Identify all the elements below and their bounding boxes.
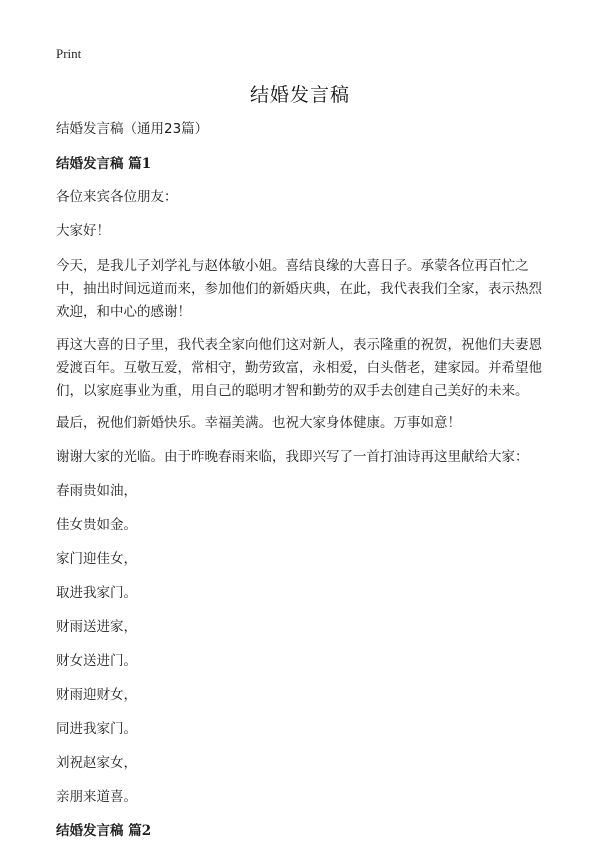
paragraph-congratulations: 再这大喜的日子里，我代表全家向他们这对新人，表示隆重的祝贺，祝他们夫妻恩爱渡百年。互敬互爱，常相守，勤劳致富，永相爱，白头偕老，建家园。并希望他们，以家庭事业为重，用自己的聪明才智和勤劳的双手去创建自己美好的未来。 bbox=[56, 337, 542, 399]
poem-line: 家门迎佳女， bbox=[56, 551, 137, 567]
poem-line: 取进我家门。 bbox=[56, 585, 137, 601]
document-subtitle: 结婚发言稿（通用23篇） bbox=[56, 121, 209, 137]
poem-line: 亲朋来道喜。 bbox=[56, 789, 137, 805]
document-title: 结婚发言稿 bbox=[249, 84, 350, 106]
poem-line: 财女送进门。 bbox=[56, 653, 137, 669]
poem-line: 刘祝赵家女， bbox=[56, 755, 137, 771]
paragraph-hello: 大家好！ bbox=[56, 223, 110, 239]
poem-line: 同进我家门。 bbox=[56, 721, 137, 737]
section-heading-2: 结婚发言稿 篇2 bbox=[56, 823, 152, 839]
document-content bbox=[56, 119, 554, 854]
paragraph-greeting: 各位来宾各位朋友： bbox=[56, 189, 178, 205]
paragraph-poem-intro: 谢谢大家的光临。由于昨晚春雨来临，我即兴写了一首打油诗再这里献给大家： bbox=[56, 449, 529, 465]
paragraph-welcome: 今天，是我儿子刘学礼与赵体敏小姐。喜结良缘的大喜日子。承蒙各位再百忙之中，抽出时间远道而来，参加他们的新婚庆典，在此，我代表我们全家，表示热烈欢迎，和中心的感谢！ bbox=[56, 258, 542, 320]
print-label: Print bbox=[56, 46, 82, 61]
paragraph-blessing: 最后，祝他们新婚快乐。幸福美满。也祝大家身体健康。万事如意！ bbox=[56, 415, 461, 431]
section-heading-1: 结婚发言稿 篇1 bbox=[56, 156, 152, 172]
poem-line: 财雨迎财女， bbox=[56, 687, 137, 703]
poem-line: 佳女贵如金。 bbox=[56, 517, 137, 533]
poem-line: 春雨贵如油， bbox=[56, 483, 137, 499]
poem-line: 财雨送进家， bbox=[56, 619, 137, 635]
